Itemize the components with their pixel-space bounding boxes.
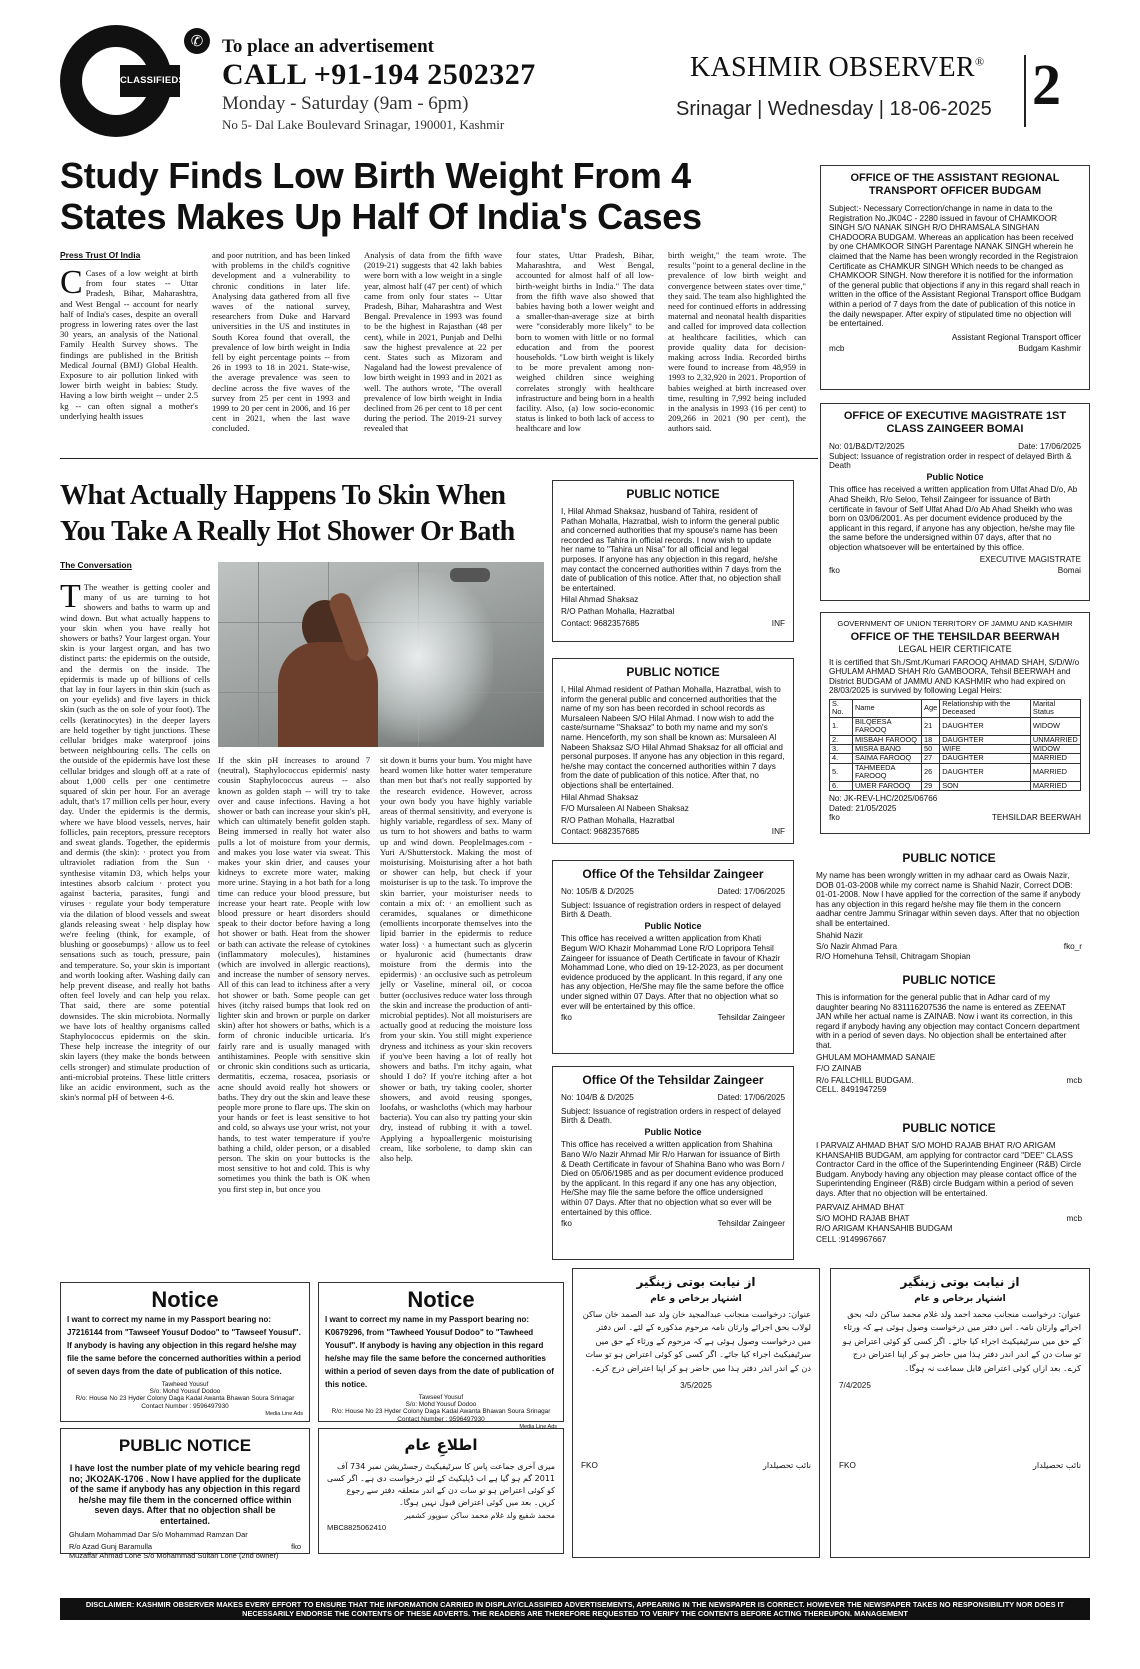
- notice-code: fko_r: [1063, 942, 1082, 952]
- table-cell: 3.: [830, 745, 853, 754]
- table-header-row: [830, 699, 1081, 717]
- notice-signature: Assistant Regional Transport officer: [951, 332, 1081, 342]
- notice-heading: Public Notice: [644, 920, 702, 931]
- table-cell: DAUGHTER: [940, 763, 1031, 781]
- notice-signer: Hilal Ahmad Shaksaz: [561, 595, 639, 605]
- article2-headline[interactable]: What Actually Happens To Skin When You Take A Really Hot Shower Or Bath: [60, 480, 515, 547]
- table-cell: BILQEESA FAROOQ: [852, 717, 921, 735]
- notice-signature: نائب تحصیلدار: [1032, 1459, 1081, 1470]
- table-cell: 4.: [830, 754, 853, 763]
- masthead: [0, 0, 1140, 140]
- notice-number: No: 01/B&D/T2/2025: [829, 442, 905, 451]
- notice-code: mcb: [1066, 1214, 1082, 1224]
- article1-col-1-text: Cases of a low weight at birth from four states -- Uttar Pradesh, Bihar, Maharashtra, and West Bengal -- account for nearly half of India's cases, despite an overall progress in lowering rates over the last 30 years, an analysis of the National Family Health Survey shows. The findings are published in the British Medical Journal (BMJ) Global Health. Exposure to air pollution linked with lower birth weight in babies: Study. Having a low birth weight -- under 2.5 kg -- can often signal a mother's underlying health issues: [60, 268, 198, 421]
- table-cell: DAUGHTER: [940, 735, 1031, 744]
- notice-body: My name has been wrongly written in my adhaar card as Owais Nazir, DOB 01-03-2008 while my correct name is Shahid Nazir, Correct DOB: 01-01-2008. Now I have applied for the correction of the same if anybody has any objection in this regard he/she may file them in the concern aadhar centre Jammu Srinagar within seven days. After that no objection shall be entertained.: [816, 871, 1081, 928]
- column-header: Marital Status: [1030, 699, 1080, 717]
- table-cell: WIFE: [940, 745, 1031, 754]
- notice-heading: Public Notice: [926, 471, 984, 482]
- table-cell: DAUGHTER: [940, 717, 1031, 735]
- article2-col-3: sit down it burns your bum. You might have heard women like hotter water temperature than men but that's not really supported by the research evidence. However, across your own body you have highly variable areas of thermal sensitivity, and everyone is highly variable, regardless of sex. Many of us turn to hot showers and baths to warm up and wind down. PeopleImages.com - Yuri A/Shutterstock. Making the most of moisturising. Moisturising after a hot bath or shower can help, but check if your moisturiser is up to the task. To improve the skin barrier, your moisturiser needs to contain a mix of: · an emollient such as ceramides, squalanes or dimethicone (emollients incorporate themselves into the lipid barrier in the epidermis to reduce water loss) · a humectant such as glycerin or hyaluronic acid (humectants draw moisture from the dermis into the epidermis) · an occlusive such as petroleum jelly or Vaseline, mineral oil, or cocoa butter (occlusives reduce water loss through the skin and increase the production of anti-microbial peptides). Not all moisturisers are actually good at reducing the moisture loss from your skin. You still might experience dryness and itchiness as your skin recovers if you've been having a lot of really hot showers and baths. I'm itchy again, what should I do? If you're itching after a hot shower or bath, try taking cooler, shorter showers, and avoid reusing sponges, loofahs, or washcloths (which may harbour bacteria). You can also try patting your skin dry, instead of rubbing it with a towel. Applying a hypoallergenic moisturising cream, like sorbolene, to damp skin can also help.: [380, 755, 532, 1163]
- table-row: [830, 781, 1081, 790]
- table-cell: MISRA BANO: [852, 745, 921, 754]
- table-cell: MARRIED: [1030, 763, 1080, 781]
- phone-icon: ✆: [184, 28, 210, 54]
- call-number[interactable]: CALL +91-194 2502327: [222, 58, 536, 91]
- notice-address: R/o Azad Gunj Baramulla: [69, 1541, 152, 1551]
- notice-number: No: 104/B & D/2025: [561, 1093, 634, 1102]
- table-cell: MARRIED: [1030, 781, 1080, 790]
- notice-title: PUBLIC NOTICE: [902, 973, 996, 987]
- certificate-number: No: JK-REV-LHC/2025/06766: [829, 794, 938, 804]
- executive-magistrate-notice[interactable]: [820, 403, 1090, 601]
- table-cell: MISBAH FAROOQ: [852, 735, 921, 744]
- notice-code: INF: [771, 618, 785, 628]
- article1-col-2: and poor nutrition, and has been linked with problems in the child's cognitive development and a vulnerability to chronic conditions in later life. Analysing data gathered from all five waves of the national survey, researchers from Duke and Harvard universities in the US and institutes in South Korea found that overall, the prevalence of low birth weight in India fell by eight percentage points -- from 26 in 1993 to 18 in 2021. State-wise, the average prevalence was seen to decline across the five waves of the survey from 25 per cent in 1993 and 1999 to 20 per cent in 2006, and 16 per cent in 2021, when the last wave concluded.: [212, 250, 350, 434]
- table-cell: 50: [922, 745, 940, 754]
- table-cell: DAUGHTER: [940, 754, 1031, 763]
- notice-title: PUBLIC NOTICE: [902, 851, 996, 865]
- shower-photo: [218, 562, 544, 747]
- notice-title: از نیابت بوتی زینگیر: [636, 1275, 756, 1289]
- notice-address: R/o: House No 23 Hyder Colony Daga Kadal Awanta Bhawan Soura Srinagar: [75, 1395, 295, 1403]
- public-notice-zainab[interactable]: [808, 967, 1090, 1115]
- notice-address: R/O Pathan Mohalla, Hazratbal: [561, 815, 675, 825]
- notice-contact: Contact Number : 9596497930: [397, 1415, 485, 1423]
- public-notice-hilal-1[interactable]: [552, 480, 794, 642]
- table-cell: WIDOW: [1030, 745, 1080, 754]
- article2-source: The Conversation: [60, 560, 132, 570]
- notice-second-owner: Muzaffar Ahmad Lone S/o Mohammad Sultan Lone (2nd owner): [69, 1551, 279, 1561]
- notice-parent: S/O MOHD RAJAB BHAT: [816, 1214, 910, 1224]
- registered-mark: ®: [974, 54, 985, 69]
- notice-parent: S/o: Mohd Yousuf Dodoo: [149, 1388, 221, 1396]
- notice-parent: F/O Mursaleen Al Nabeen Shaksaz: [561, 804, 689, 814]
- table-row: [830, 717, 1081, 735]
- notice-title: Notice: [151, 1287, 219, 1312]
- notice-signer: Ghulam Mohammad Dar S/o Mohammad Ramzan Dar: [69, 1530, 248, 1539]
- notice-title: OFFICE OF THE TEHSILDAR BEERWAH: [850, 631, 1060, 643]
- notice-signature: EXECUTIVE MAGISTRATE: [979, 554, 1081, 564]
- certificate-date: Dated: 21/05/2025: [829, 803, 897, 813]
- disclaimer-text: DISCLAIMER: KASHMIR OBSERVER MAKES EVERY EFFORT TO ENSURE THAT THE INFORMATION CARRIED IN DISPLAY/CLASSIFIED ADVERTISEMENTS, APPEARING IN THE NEWSPAPER IS CORRECT. HOWEVER THE NEWSPAPER TAKES NO RESPONSIBILITY NOR DOES IT NECESSARILY ENDORSE THE CONTENTS OF THESE ADVERTS. THE READERS ARE THEREFORE REQUESTED TO VERIFY THE CONTENTS BEFORE ACTING THEREUPON. MANAGEMENT: [85, 1600, 1065, 1618]
- notice-address: R/o: House No 23 Hyder Colony Daga Kadal Awanta Bhawan Soura Srinagar: [331, 1408, 551, 1416]
- notice-contact: Contact Number : 9596497930: [141, 1402, 229, 1410]
- column-header: Relationship with the Deceased: [940, 699, 1031, 717]
- notice-parent: S/o: Mohd Yousuf Dodoo: [405, 1401, 477, 1409]
- notice-body: I, Hilal Ahmad resident of Pathan Mohalla, Hazratbal, wish to inform the general public and concerned authorities that the name of my son has been recorded in school records as Mursaleen Nabeen S/O Hilal Ahmad. I now wish to add the caste/surname "Shaksaz" to both my name and my son's name. Henceforth, my son shall be known as: Mursaleen Al Nabeen Shaksaz S/O Hilal Ahmad Shaksaz for all official and personal purposes. If anyone has any objection in this regard, he/she may contact the concerned authorities within 7 days from the date of publication of this notice. After that, no objections shall be entertained.: [561, 685, 785, 790]
- table-cell: 2.: [830, 735, 853, 744]
- page-number: 2: [1032, 52, 1061, 117]
- disclaimer-bar: [60, 1598, 1090, 1620]
- notice-place: Bomai: [1057, 566, 1081, 576]
- table-cell: 18: [922, 735, 940, 744]
- column-header: Age: [922, 699, 940, 717]
- article2-col-1-text: The weather is getting cooler and many of us are turning to hot showers and baths to warm up and wind down. But what actually happens to your skin when you have really hot showers or baths? Your largest organ. Your skin is your largest organ, and has two distinct parts: the epidermis on the outside, and the dermis on the inside. The epidermis is made up of billions of cells that lay in four layers in thin skin (such as on your eyelids) and five layers in thick skin (such as the on sole of your foot). The cells (keratinocytes) in the deeper layers are held together by tight junctions. These cellular bridges make waterproof joins between neighbouring cells. The cells on the outside of the epidermis have lost these cellular bridges and slough off at a rate of about 1,000 cells per one centimetre squared of skin per hour. For an average adult, that's 17 million cells per hour, every day. Under the epidermis is the dermis, where we have blood vessels, nerves, hair follicles, pain receptors, pressure receptors and sweat glands. Together, the epidermis and dermis (the skin): · protect you from ultraviolet radiation from the Sun · synthesise vitamin D3, which helps your intestines absorb calcium · protect you against bacteria, parasites, fungi and viruses · regulate your body temperature via the dilation of blood vessels and sweat glands releasing sweat · help display how we're feeling (think, for example, of blushing or goosebumps) · allow us to feel sensations such as touch, pressure, pain and temperature. So, your skin is important and worth looking after. Washing daily can help prevent disease, and really hot baths often feel lovely and can help you relax. That said, there are some potential downsides. The skin microbiota. Normally we have lots of healthy organisms called Staphylococcus epidermis on the skin. These help increase the integrity of our skin layers (they make the bonds between cells stronger) and stimulate production of anti-microbial proteins. These little critters like an acidic environment, such as the skin's normal pH of between 4-6.: [60, 582, 210, 1103]
- notice-address: R/o FALLCHILL BUDGAM.: [816, 1075, 914, 1085]
- table-cell: 26: [922, 763, 940, 781]
- notice-date: Dated: 17/06/2025: [717, 887, 785, 896]
- article1-source: Press Trust Of India: [60, 250, 141, 260]
- notice-subject: Subject: Issuance of registration orders in respect of delayed Birth & Death.: [561, 1106, 781, 1126]
- urdu-tehsil-notice-1[interactable]: [572, 1268, 820, 1558]
- public-notice-vehicle[interactable]: [60, 1428, 310, 1561]
- office-address: No 5- Dal Lake Boulevard Srinagar, 190001, Kashmir: [222, 117, 505, 132]
- notice-signature: Tehsildar Zaingeer: [717, 1219, 785, 1229]
- notice-title: Office Of the Tehsildar Zaingeer: [582, 1073, 764, 1087]
- table-row: [830, 754, 1081, 763]
- notice-code: FKO: [581, 1460, 598, 1470]
- classifieds-logo: [60, 25, 186, 137]
- notice-subject: Subject: Issuance of registration order in respect of delayed Birth & Death: [829, 451, 1072, 471]
- table-row: [830, 763, 1081, 781]
- notice-heading: اشتہار برخاص و عام: [650, 1294, 742, 1304]
- notice-parent: F/O ZAINAB: [816, 1064, 862, 1074]
- notice-signer: محمد شفیع ولد غلام محمد ساکن سوپور کشمیر: [404, 1511, 555, 1520]
- notice-code: mcb: [829, 344, 845, 354]
- notice-code: fko: [291, 1541, 301, 1551]
- govt-label: GOVERNMENT OF UNION TERRITORY OF JAMMU AND KASHMIR: [837, 619, 1073, 628]
- notice-body: This office has received a written application from Shahina Bano W/o Nazir Ahmad Mir R/o Harwan for issuance of Birth & Death Certificate in favour of Shahina Bano who was Born / Died on 05/06/1985 and as per document evidence produced by the applicant. In this regard if any one has any objection, He/She may file the same before the office undersigned within 07 Days. After that no objection what so ever will be entertained by this office.: [561, 1140, 785, 1217]
- notice-signer: GHULAM MOHAMMAD SANAIE: [816, 1052, 936, 1062]
- notice-signature: Tehsildar Zaingeer: [717, 1013, 785, 1023]
- column-header: S. No.: [830, 699, 853, 717]
- article1-dropcap: C: [60, 264, 83, 301]
- notice-code: Media Line Ads: [519, 1423, 557, 1430]
- notice-body: عنوان: درخواست منجانب محمد احمد ولد غلام محمد ساکن دلنہ بحق اجرائے وارثان نامہ۔ اس دفتر میں درخواست وصول ہوئی ہے کہ ورثاء کے حق میں سرٹیفیکیٹ اجراء کیا جائے۔ اگر کسی کو کوئی اعتراض ہو تو سات دن کے اندر اندر دفتر ہذا میں حاضر ہو کر اپنا اعتراض درج کرے۔ بعد ازاں کوئی اعتراض قابل سماعت نہ ہوگا۔: [842, 1308, 1081, 1373]
- art-budgam-notice[interactable]: [820, 165, 1090, 390]
- notice-subtitle: LEGAL HEIR CERTIFICATE: [898, 644, 1012, 654]
- legal-heirs-table: [829, 699, 1081, 791]
- article2-col-1: [60, 578, 210, 1137]
- article2-dropcap: T: [60, 578, 81, 615]
- notice-signature-place: Budgam Kashmir: [1018, 344, 1081, 354]
- place-ad-label: To place an advertisement: [222, 36, 434, 57]
- notice-body: I PARVAIZ AHMAD BHAT S/O MOHD RAJAB BHAT R/O ARIGAM KHANSAHIB BUDGAM, am applying for contractor card "DEE" CLASS Contractor Card in the office of the Superintending Engineer (R&B) Circle Budgam. Anybody having any objection may please contact office of the Superintending Engineer (R&B) circle Budgam within a period of seven days. After that no objection will be entertained.: [816, 1141, 1082, 1198]
- notice-body: میری آخری جماعت پاس کا سرٹیفیکیٹ رجسٹریشن نمبر 734 آف 2011 گم ہو گیا ہے اب ڈپلیکیٹ کے لئے درخواست دی ہے۔ اگر کسی کو کوئی اعتراض ہو تو سات دن کے اندر متعلقہ دفتر سے رجوع کریں۔ بعد میں کوئی اعتراض قبول نہیں ہوگا۔: [327, 1462, 555, 1507]
- notice-code: fko: [561, 1013, 572, 1023]
- notice-code: fko: [561, 1219, 572, 1229]
- dateline: Srinagar | Wednesday | 18-06-2025: [676, 98, 992, 120]
- notice-date: Dated: 17/06/2025: [717, 1093, 785, 1102]
- urdu-public-notice[interactable]: [318, 1428, 564, 1554]
- notice-code: mcb: [1066, 1075, 1082, 1085]
- notice-body: عنوان: درخواست منجانب عبدالمجید خان ولد عبد الصمد خان ساکن لولاب بحق اجرائے وارثان نامہ مرحوم مذکورہ کے لئے۔ اس دفتر میں درخواست وصول ہوئی ہے کہ مرحوم کے ورثاء کے حق میں سرٹیفیکیٹ اجراء کیا جائے۔ اگر کسی کو کوئی اعتراض ہو تو سات دن کے اندر اندر دفتر ہذا میں حاضر ہو کر اپنا اعتراض درج کرے۔: [582, 1308, 811, 1373]
- article1-col-4: four states, Uttar Pradesh, Bihar, Maharashtra, and West Bengal, accounted for almost half of all low-birth-weight births in India." The data from the fifth wave also showed that babies having both a lower weight and a smaller-than-average size at birth were "considerably more likely" to be born to women with little or no formal education and from the poorest households. "Low birth weight is likely to be more prevalent among non-weighed children since weighing correlates strongly with healthcare infrastructure and being born in a health facility. Also, (a) low socio-economic status is linked to both lack of access to healthcare and low: [516, 250, 654, 434]
- notice-body: It is certified that Sh./Smt./Kumari FAROOQ AHMAD SHAH, S/D/W/o GHULAM AHMAD SHAH R/o GAMBOORA, Tehsil BEERWAH and District BUDGAM of JAMMU AND KASHMIR who had expired on 28/03/2025 is survived by following Legal Heirs:: [829, 657, 1080, 696]
- paper-name: [690, 52, 984, 84]
- table-cell: 5.: [830, 763, 853, 781]
- table-cell: 6.: [830, 781, 853, 790]
- table-cell: SAIMA FAROOQ: [852, 754, 921, 763]
- notice-title: OFFICE OF THE ASSISTANT REGIONAL TRANSPORT OFFICER BUDGAM: [850, 172, 1060, 197]
- notice-title: Notice: [407, 1287, 475, 1312]
- paper-name-text: KASHMIR OBSERVER: [690, 52, 975, 83]
- urdu-tehsil-notice-2[interactable]: [830, 1268, 1090, 1558]
- notice-parent: S/o Nazir Ahmad Para: [816, 942, 898, 952]
- notice-title: PUBLIC NOTICE: [902, 1121, 996, 1135]
- notice-date: 7/4/2025: [839, 1381, 871, 1391]
- notice-title: PUBLIC NOTICE: [626, 487, 720, 501]
- table-cell: 1.: [830, 717, 853, 735]
- notice-address: R/O Pathan Mohalla, Hazratbal: [561, 606, 675, 616]
- article1-headline[interactable]: Study Finds Low Birth Weight From 4 States Makes Up Half Of India's Cases: [60, 155, 702, 237]
- notice-code: INF: [771, 827, 785, 837]
- notice-title: PUBLIC NOTICE: [626, 665, 720, 679]
- notice-heading: اشتہار برخاص و عام: [914, 1294, 1006, 1304]
- notice-signer: PARVAIZ AHMAD BHAT: [816, 1202, 905, 1212]
- notice-body: I want to correct my name in my Passport bearing no: K0679296, from "Tawheed Yousuf Dodoo" to "Tawheed Yousuf". If anybody is having any objection in this regard he/she may file the same before the concerned authorities within a period of seven days from the date of publication of this notice.: [325, 1315, 554, 1389]
- article1-col-1: [60, 264, 198, 448]
- notice-body: Subject:- Necessary Correction/change in name in data to the Registration No.JK04C - 2280 issued in favour of CHAMKOOR SINGH S/O NANAK SINGH R/O DHRAMSALA SINGHAN CHADOORA BUDGAM. Whereas an application has been received by one CHAMKOOR SINGH Parentage NANAK SINGH wherein he claimed that the Name has been wrongly recorded in the Registraion Certificate as CHAMKUR SINGH Which needs to be changed as CHAMKOOR SINGH. Now therefore it is notified for the information of the general public that objections if any in this regard shall reach in written in the office of the Assistant Regional Transport office Budgam within a period of 7 days from the date of publication of this notice in the daily newspaper. After expiry of stipulated time no objection will be entertained.: [829, 204, 1081, 329]
- notice-date: Date: 17/06/2025: [1018, 442, 1081, 451]
- notice-code: MBC8825062410: [327, 1522, 387, 1532]
- notice-address: R/O Homehuna Tehsil, Chitragam Shopian: [816, 951, 971, 961]
- notice-body: This is information for the general public that in Adhar card of my daughter bearing No 831116207536 the name is entered as ZEENAT JAN while her actual name is ZAINAB. Now i want its correction, in this regard if anybody having any objection may contact Concern department with in a period of seven days. No objection shall be entertained after that.: [816, 993, 1080, 1050]
- notice-signer: Tawseef Yousuf: [418, 1394, 464, 1401]
- tehsildar-zaingeer-notice-1[interactable]: [552, 860, 794, 1054]
- table-cell: UNMARRIED: [1030, 735, 1080, 744]
- notice-body: I want to correct my name in my Passport bearing no: J7216144 from "Tawseef Yousuf Dodoo" to "Tawseef Yousuf". If anybody is having any objection in this regard he/she may file the same before the concerned authorities within a period of seven days from the date of publication of this notice.: [67, 1315, 301, 1376]
- notice-signer: Tawheed Yousuf: [161, 1381, 209, 1388]
- notice-title: OFFICE OF EXECUTIVE MAGISTRATE 1ST CLASS ZAINGEER BOMAI: [843, 410, 1067, 435]
- notice-code: Media Line Ads: [265, 1410, 303, 1417]
- table-cell: 21: [922, 717, 940, 735]
- notice-subject: Subject: Issuance of registration orders in respect of delayed Birth & Death.: [561, 900, 781, 920]
- notice-body: I have lost the number plate of my vehicle bearing regd no; JKO2AK-1706 . Now I have applied for the duplicate of the same if anybody has any objection in this regard he/she may file them in the concerned office within seven days. After that no objection shall be entertained.: [69, 1463, 301, 1526]
- article1-bottom-rule: [60, 458, 818, 459]
- passport-notice-b[interactable]: [318, 1282, 564, 1430]
- notice-contact: CELL. 8491947259: [816, 1085, 887, 1095]
- notice-title: از نیابت بوتی زینگیر: [900, 1275, 1020, 1289]
- article1-col-5: birth weight," the team wrote. The results "point to a general decline in the prevalence of low birth weight and convergence between states over time," they said. The team also highlighted the need for continued efforts in addressing maternal and neonatal health disparities and called for improved data collection at healthcare facilities, which can provide quality data for decision-making across India. Recorded births were found to increase from 48,959 in 1993 to 2,32,920 in 2021. Proportion of babies weighed at birth increased over time, resulting in 7,992 being included in the analysis in 1993 (16 per cent) to 209,266 in 2021 (90 per cent), the authors said.: [668, 250, 806, 434]
- classifieds-logo-text: CLASSIFIEDS: [120, 75, 186, 86]
- tehsildar-beerwah-certificate[interactable]: [820, 612, 1090, 834]
- table-cell: SON: [940, 781, 1031, 790]
- notice-contact: CELL :9149967667: [816, 1235, 887, 1245]
- notice-title: Office Of the Tehsildar Zaingeer: [582, 867, 764, 881]
- office-hours: Monday - Saturday (9am - 6pm): [222, 93, 469, 114]
- masthead-divider: [1024, 55, 1026, 127]
- notice-code: fko: [829, 813, 840, 823]
- table-cell: 27: [922, 754, 940, 763]
- notice-title: PUBLIC NOTICE: [118, 1436, 252, 1455]
- public-notice-owais[interactable]: [808, 845, 1090, 963]
- notice-number: No: 105/B & D/2025: [561, 887, 634, 896]
- notice-contact: Contact: 9682357685: [561, 827, 640, 837]
- notice-heading: Public Notice: [644, 1126, 702, 1137]
- public-notice-parvaiz[interactable]: [808, 1115, 1090, 1265]
- tehsildar-zaingeer-notice-2[interactable]: [552, 1066, 794, 1260]
- notice-signer: Shahid Nazir: [816, 930, 863, 940]
- notice-body: I, Hilal Ahmad Shaksaz, husband of Tahira, resident of Pathan Mohalla, Hazratbal, wish to inform the general public and concerned authorities that my spouse's name has been recorded as Tahira in official records. I now wish to update her name to "Tahira un Nisa" for all official and legal purposes. If anyone has any objection in this regard, he/she may contact the concerned authorities within 7 days from the date of publication of this notice. After that, no objection shall be entertained.: [561, 507, 782, 593]
- notice-code: FKO: [839, 1460, 856, 1470]
- notice-contact: Contact: 9682357685: [561, 618, 640, 628]
- notice-body: This office has received a written application from Ulfat Ahad D/o, Ab Ahad Sheikh, R/o Seloo, Tehsil Zaingeer for issuance of Birth certificate in favour of Self Ulfat Ahad D/o Ab Ahad Sheikh who was born on 03/06/2001. As per document evidence produced by the applicant in this regard, if anyone has any objection, he/she may file the same before the undersigned within 07 days, after that no objection whatsoever will be entertained by this office.: [829, 485, 1078, 552]
- table-cell: WIDOW: [1030, 717, 1080, 735]
- table-cell: UMER FAROOQ: [852, 781, 921, 790]
- notice-signer: Hilal Ahmad Shaksaz: [561, 792, 639, 802]
- table-cell: MARRIED: [1030, 754, 1080, 763]
- passport-notice-a[interactable]: [60, 1282, 310, 1422]
- article1-col-3: Analysis of data from the fifth wave (2019-21) suggests that 42 lakh babies were born with a low weight in a single year, almost half (47 per cent) of which came from only four states -- Uttar Pradesh, Bihar, Maharashtra and West Bengal. Prevalence in 1993 was found to be the highest in Rajasthan (48 per cent), while in 2021, Punjab and Delhi saw the highest prevalence at 22 per cent. States such as Mizoram and Nagaland had the lowest prevalence of low birth weight in 1993 and in 2021 as well. The authors wrote, "The overall prevalence of low birth weight in India declined from 26 per cent to 18 per cent during the period. The 2019-21 survey revealed that: [364, 250, 502, 434]
- notice-title: اطلاعِ عام: [404, 1436, 478, 1454]
- notice-code: fko: [829, 566, 840, 576]
- notice-date: 3/5/2025: [680, 1381, 712, 1391]
- notice-signature: نائب تحصیلدار: [762, 1459, 811, 1470]
- notice-address: R/O ARIGAM KHANSAHIB BUDGAM: [816, 1223, 953, 1233]
- table-cell: 29: [922, 781, 940, 790]
- notice-body: This office has received a written application from Khati Begum W/O Khazir Mohammad Lone R/O Lopripora Tehsil Zaingeer for issuance of Death Certificate in favour of Khazir Mohammad Lone, who died on 19-12-2023, as per document evidence produced by the applicant. In this regard, if any one has any objection, He/She may file the same before the office under signed within 07 Days. After that no objection what so ever will be entertained by this office.: [561, 934, 784, 1011]
- column-header: Name: [852, 699, 921, 717]
- public-notice-hilal-2[interactable]: [552, 658, 794, 844]
- table-cell: TAHMEEDA FAROOQ: [852, 763, 921, 781]
- article2-col-2: If the skin pH increases to around 7 (neutral), Staphylococcus epidermis' nasty cousin Staphylococcus aureus -- also known as golden staph -- will try to take over and cause infections. Having a hot shower or bath can increase your skin's pH, which can ultimately benefit golden staph. Being immersed in really hot water also pulls a lot of moisture from your dermis, and makes you lose water via sweat. This makes your skin drier, and causes your kidneys to excrete more water, making more urine. Staying in a hot bath for a long time can reduce your blood pressure, but increase your heart rate. People with low blood pressure or heart disorders should speak to their doctor before having a long hot shower or bath. Heat from the shower or bath can activate the release of cytokines (inflammatory molecules), histamines (which are involved in allergic reactions), and increase the number of sensory nerves. All of this can lead to itchiness after a very hot shower or bath. Some people can get hives (itchy raised bumps that look red on lighter skin and brown or purple on darker skin) after hot showers or baths, which is a form of chronic inducible urticaria. It's fairly rare and is usually managed with antihistamines. People with sensitive skin or chronic skin conditions such as urticaria, dermatitis, eczema, rosacea, psoriasis or acne should avoid really hot showers or baths. They dry out the skin and leave these people more prone to flare ups. The skin on your hands or feet is least sensitive to hot and cold, so always use your wrist, not your hands, to test water temperature if you're bathing a child, older person, or a disabled person. The skin on your buttocks is the most sensitive to hot and cold. This is why sometimes you think the bath is OK when you first step in, but once you: [218, 755, 370, 1194]
- notice-signature: TEHSILDAR BEERWAH: [991, 813, 1081, 823]
